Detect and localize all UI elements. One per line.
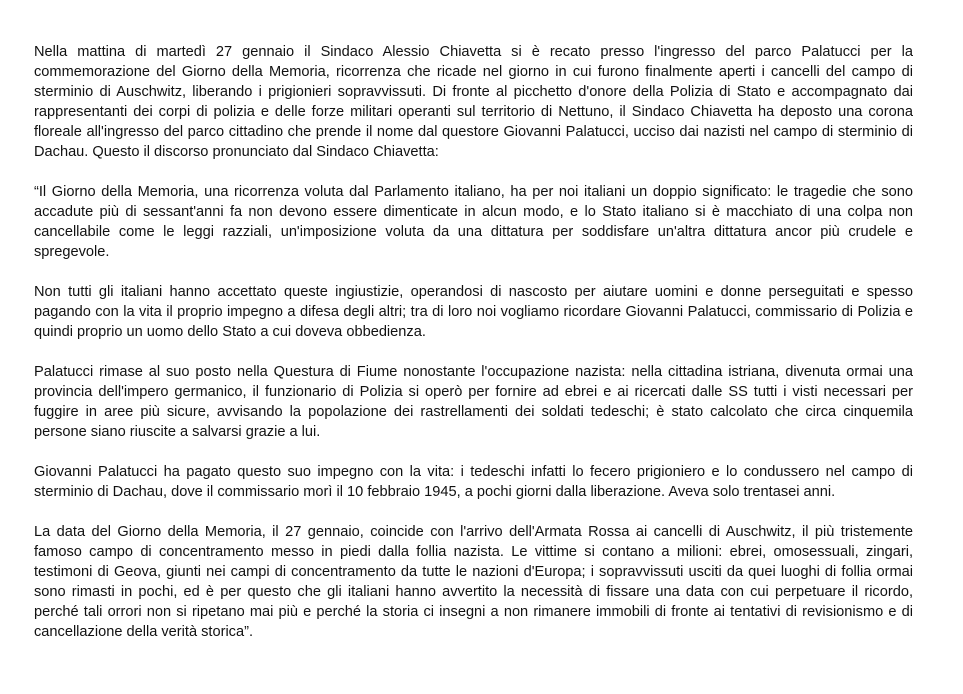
article-body: [34, 42, 913, 642]
paragraph-speech-opening: “Il Giorno della Memoria, una ricorrenza voluta dal Parlamento italiano, ha per noi italiani un doppio significato: le tragedie che sono accadute più di sessant'anni fa non devono essere dimenticate in alcun modo, e lo Stato italiano si è macchiato di una colpa non cancellabile come le leggi razziali, un'imposizione voluta da una dittatura per soddisfare un'altra dittatura ancor più crudele e spregevole.: [34, 184, 913, 260]
paragraph-palatucci-death: Giovanni Palatucci ha pagato questo suo impegno con la vita: i tedeschi infatti lo fecero prigioniero e lo condussero nel campo di sterminio di Dachau, dove il commissario morì il 10 febbraio 1945, a pochi giorni dalla liberazione. Aveva solo trentasei anni.: [34, 464, 913, 500]
paragraph-resistance: Non tutti gli italiani hanno accettato queste ingiustizie, operandosi di nascosto per aiutare uomini e donne perseguitati e spesso pagando con la vita il proprio impegno a difesa degli altri; tra di loro noi vogliamo ricordare Giovanni Palatucci, commissario di Polizia e quindi proprio un uomo dello Stato a cui doveva obbedienza.: [34, 284, 913, 340]
paragraph-palatucci-fiume: Palatucci rimase al suo posto nella Questura di Fiume nonostante l'occupazione nazista: nella cittadina istriana, divenuta ormai una provincia dell'impero germanico, il funzionario di Polizia si operò per fornire ad ebrei e ai ricercati dalle SS tutti i visti necessari per fuggire in aree più sicure, avvisando la popolazione dei rastrellamenti dei soldati tedeschi; è stato calcolato che circa cinquemila persone siano riuscite a salvarsi grazie a lui.: [34, 364, 913, 440]
paragraph-memorial-day: La data del Giorno della Memoria, il 27 gennaio, coincide con l'arrivo dell'Armata Rossa ai cancelli di Auschwitz, il più tristemente famoso campo di concentramento messo in piedi dalla follia nazista. Le vittime si contano a milioni: ebrei, omosessuali, zingari, testimoni di Geova, giunti nei campi di concentramento da tutte le nazioni d'Europa; i sopravvissuti usciti da quei luoghi di follia ormai sono rimasti in pochi, ed è per questo che gli italiani hanno avvertito la necessità di fissare una data con cui perpetuare il ricordo, perché tali orrori non si ripetano mai più e perché la storia ci insegni a non rimanere immobili di fronte ai tentativi di revisionismo e di cancellazione della verità storica”.: [34, 524, 913, 640]
paragraph-intro: Nella mattina di martedì 27 gennaio il Sindaco Alessio Chiavetta si è recato presso l'ingresso del parco Palatucci per la commemorazione del Giorno della Memoria, ricorrenza che ricade nel giorno in cui furono finalmente aperti i cancelli del campo di sterminio di Auschwitz, liberando i prigionieri sopravvissuti. Di fronte al picchetto d'onore della Polizia di Stato e accompagnato dai rappresentanti dei corpi di polizia e delle forze militari operanti sul territorio di Nettuno, il Sindaco Chiavetta ha deposto una corona floreale all'ingresso del parco cittadino che prende il nome dal questore Giovanni Palatucci, ucciso dai nazisti nel campo di sterminio di Dachau. Questo il discorso pronunciato dal Sindaco Chiavetta:: [34, 44, 913, 160]
